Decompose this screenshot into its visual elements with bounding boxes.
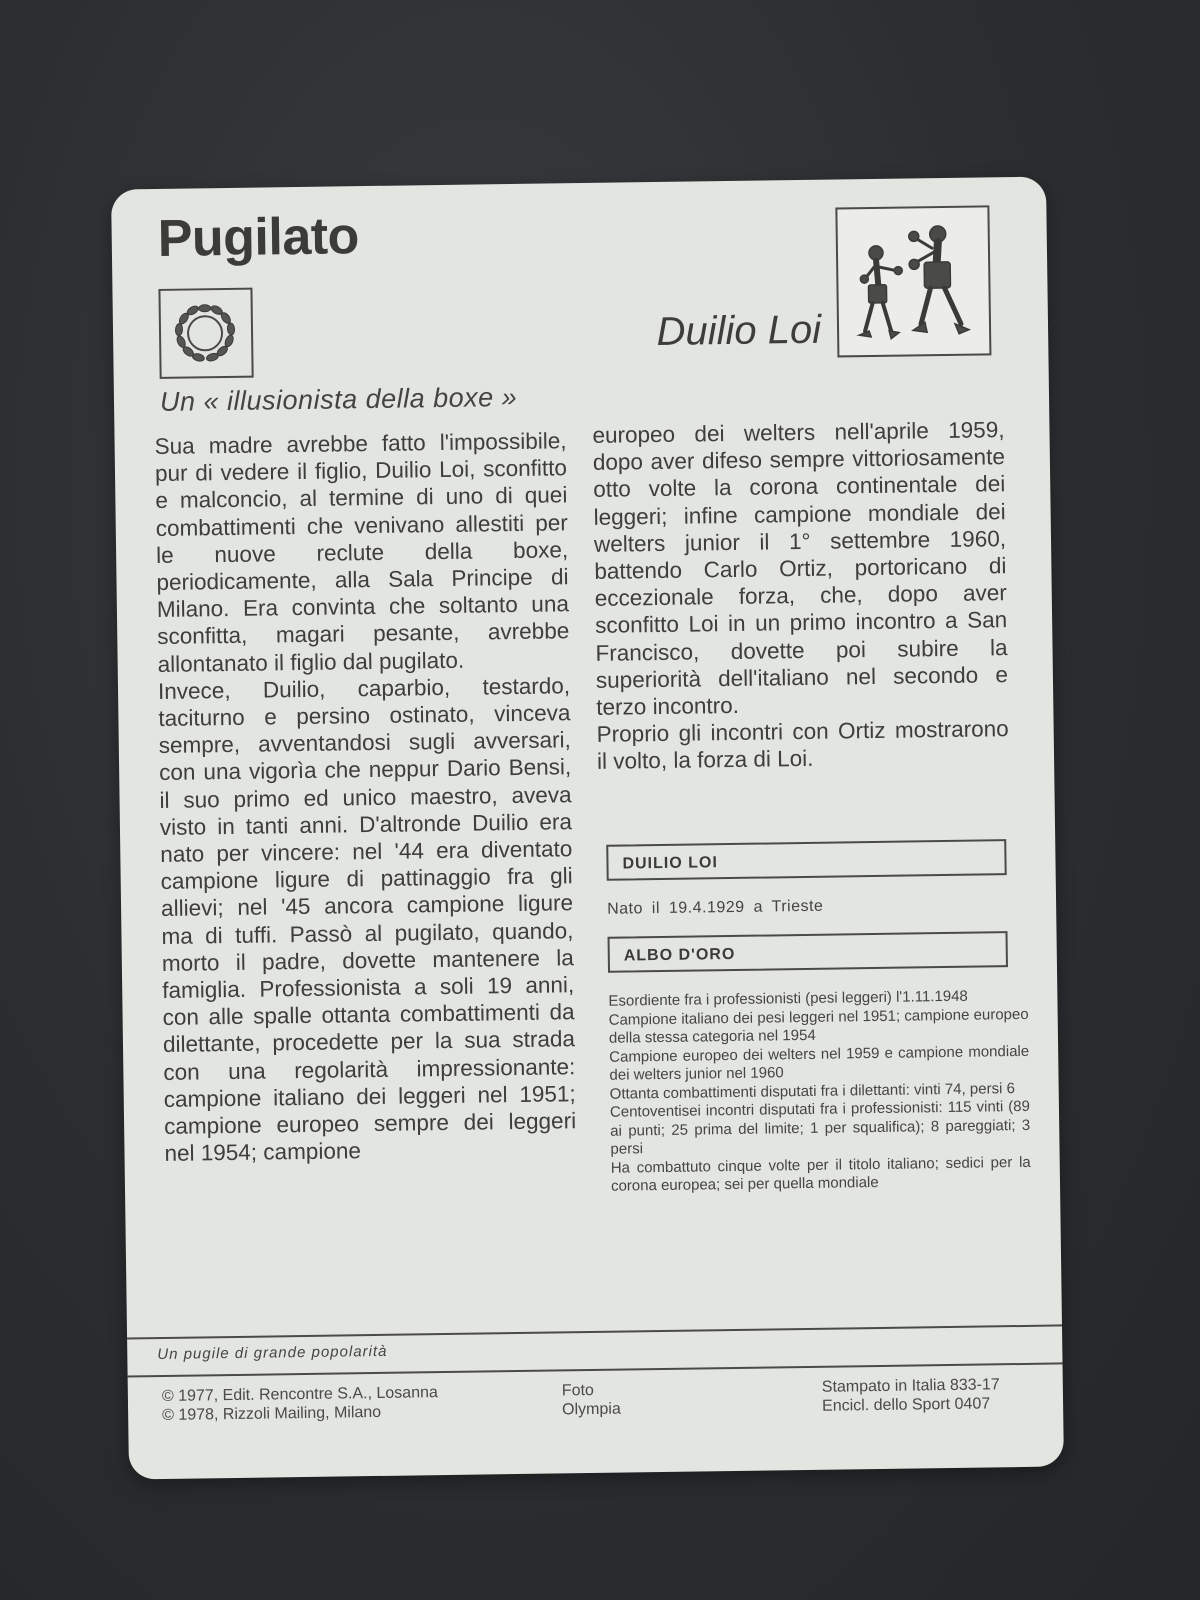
biography-right-column [592,416,1009,775]
records-list [608,987,1031,1196]
photo-credits [562,1381,621,1420]
biography-paragraph: Proprio gli incontri con Ortiz mostrarono il volto, la forza di Loi. [596,716,1009,775]
divider [118,1362,1064,1377]
laurel-wreath-icon [169,296,242,369]
printing-line: Encicl. dello Sport 0407 [821,1395,991,1415]
biography-left-column [154,427,576,1167]
biography-paragraph: Sua madre avrebbe fatto l'impossibile, pur di vedere il figlio, Duilio Loi, sconfitto e malconcio, al termine di uno di quei combattimenti che venivano allestiti per le nuove reclute della boxe, periodicamente, alla Sala Principe di Milano. Era convinta che soltanto una sconfitta, magari pesante, avrebbe allontanato il figlio dal pugilato. [154,428,570,677]
copyright-credits [162,1383,438,1425]
boxers-illustration-frame [835,205,991,357]
photo-caption: Un pugile di grande popolarità [157,1342,388,1364]
records-label: ALBO D'ORO [608,931,1008,973]
biography-paragraph: Invece, Duilio, caparbio, testardo, taciturno e persino ostinato, vinceva sempre, avventandosi sugli avversari, con una vigorìa che neppur Dario Bensi, il suo primo ed unico maestro, aveva visto in tanti anni. D'altronde Duilio era nato per vincere: nel '44 era diventato campione ligure di pattinaggio fra gli allievi; nel '45 ancora campione ligure ma di tuffi. Passò al pugilato, quando, morto il padre, dovette mantenere la famiglia. Professionista a soli 19 anni, con alle spalle ottanta combattimenti da dilettante, procedette per la sua strada con una regolarità impressionante: campione italiano dei leggeri nel 1951; campione europeo sempre dei leggeri nel 1954; campione [157,673,577,1167]
photo-credit-line: Olympia [562,1400,621,1419]
athlete-name: Duilio Loi [656,307,822,354]
card-subtitle: Un « illusionista della boxe » [159,381,518,417]
photo-credit-line: Foto [561,1381,594,1400]
wreath-emblem [158,288,253,379]
printing-line: Stampato in Italia 833-17 [821,1376,1000,1396]
biography-paragraph: europeo dei welters nell'aprile 1959, dopo aver difeso sempre vittoriosamente otto volte la corona continentale dei leggeri; infine campione mondiale dei welters junior il 1° settembre 1960, battendo Carlo Ortiz, portoricano di eccezionale forza, che, dopo aver sconfitto Loi in un primo incontro a San Francisco, dovette poi subire la superiorità dell'italiano nel secondo e terzo incontro. [592,417,1009,720]
record-item: Ha combattuto cinque volte per il titolo italiano; sedici per la corona europea; sei per quella mondiale [610,1153,1031,1195]
record-item: Campione italiano dei pesi leggeri nel 1951; campione europeo della stessa categoria nel 1954 [608,1005,1029,1047]
sport-card [111,177,1064,1480]
copyright-line: © 1977, Edit. Rencontre S.A., Losanna [161,1384,438,1405]
record-item: Esordiente fra i professionisti (pesi leggeri) l'1.11.1948 [608,987,968,1010]
boxers-illustration [841,211,983,349]
record-item: Campione europeo dei welters nel 1959 e campione mondiale dei welters junior nel 1960 [609,1042,1030,1084]
copyright-line: © 1978, Rizzoli Mailing, Milano [162,1403,382,1424]
birth-info: Nato il 19.4.1929 a Trieste [607,897,824,918]
profile-label: DUILIO LOI [606,839,1006,881]
record-item: Centoventisei incontri disputati fra i professionisti: 115 vinti (89 ai punti; 25 prima del limite; 1 per squalifica); 8 pareggiati; 3 persi [609,1097,1031,1158]
sport-title: Pugilato [157,207,360,268]
record-item: Ottanta combattimenti disputati fra i dilettanti: vinti 74, persi 6 [609,1079,1015,1103]
divider [117,1324,1064,1339]
printing-credits [822,1375,1000,1415]
